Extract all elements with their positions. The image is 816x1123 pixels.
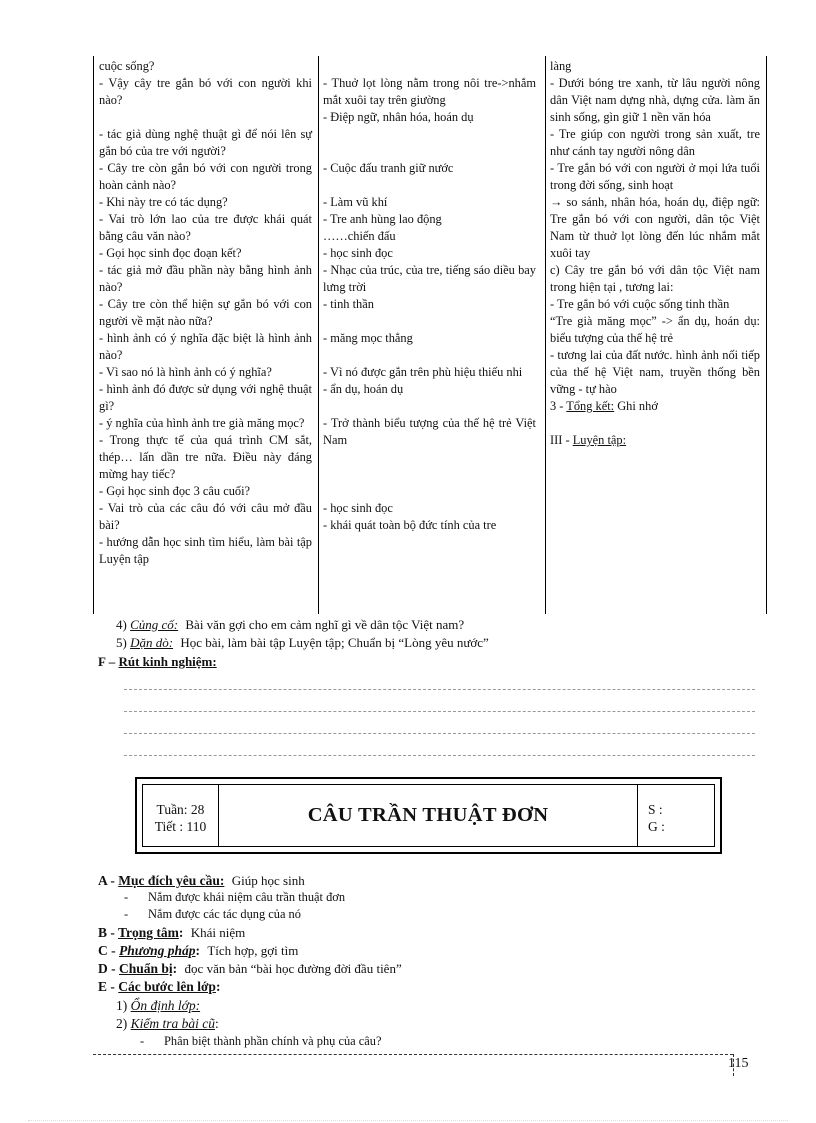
note-item: → so sánh, nhân hóa, hoán dụ, điệp ngữ: Tre gắn bó với con người, dân tộc Việt Nam từ thuở lọt lòng đến lúc nhắm mắt xuôi tay — [550, 195, 760, 260]
answer-item — [323, 177, 536, 194]
question-item: - Vì sao nó là hình ảnh có ý nghĩa? — [99, 365, 272, 379]
rutkinh-heading: F – Rút kinh nghiệm: — [98, 654, 217, 669]
answer-item: - Trở thành biểu tượng của thế hệ trẻ Việt Nam — [323, 416, 536, 447]
lesson-table — [93, 56, 767, 614]
question-item: - tác giả mở đầu phần này bằng hình ảnh nào? — [99, 263, 312, 294]
section-e2-item: - Phân biệt thành phần chính và phụ của câu? — [140, 1034, 382, 1048]
note-item: - Tre gắn bó với cuộc sống tinh thần — [550, 297, 730, 311]
date-fields: S : G : — [648, 802, 665, 834]
answer-item: - Vì nó được gắn trên phù hiệu thiếu nhi — [323, 365, 523, 379]
dotted-line — [124, 733, 755, 734]
table-divider — [318, 56, 319, 614]
answer-item — [323, 449, 536, 500]
list-item: - Nắm được các tác dụng của nó — [124, 907, 301, 921]
practice-label: Luyện tập: — [572, 433, 627, 447]
dotted-line — [124, 689, 755, 690]
notes-column — [550, 58, 760, 449]
question-item: - ý nghĩa của hình ảnh tre già măng mọc? — [99, 416, 305, 430]
cungco-line: 4) Củng cố: Bài văn gợi cho em cảm nghĩ gì về dân tộc Việt nam? — [116, 617, 465, 632]
answer-item: - Điệp ngữ, nhân hóa, hoán dụ — [323, 110, 474, 124]
question-item: - hình ảnh đó được sử dụng với nghệ thuật gì? — [99, 382, 312, 413]
answer-item: - Tre anh hùng lao động — [323, 212, 442, 226]
section-e1: 1) Ổn định lớp: — [116, 998, 201, 1013]
answer-item: - khái quát toàn bộ đức tính của tre — [323, 518, 497, 532]
note-item: làng — [550, 59, 572, 73]
answers-column — [323, 58, 536, 534]
section-e: E - Các bước lên lớp: — [98, 979, 221, 994]
spacer — [550, 415, 760, 432]
question-item: - Vai trò của các câu đó với câu mở đầu bài? — [99, 501, 312, 532]
note-item: - tương lai của đất nước. hình ảnh nối tiếp của thế hệ Việt nam, truyền thống bền vững - tự hào — [550, 348, 760, 396]
answer-item: - tinh thần — [323, 297, 374, 311]
answer-item: - học sinh đọc — [323, 501, 393, 515]
answer-item — [323, 58, 536, 75]
lesson-header-box — [135, 777, 722, 854]
question-item: - Vậy cây tre gắn bó với con người khi nào? — [99, 76, 312, 107]
question-item: - tác giả dùng nghệ thuật gì để nói lên sự gắn bó của tre với người? — [99, 127, 312, 158]
answer-item: - măng mọc thẳng — [323, 331, 413, 345]
section-a: A - Mục đích yêu cầu: Giúp học sinh — [98, 873, 305, 888]
note-item: - Tre gắn bó với con người ở mọi lứa tuổi trong đời sống, sinh hoạt — [550, 161, 760, 192]
footer-rule — [93, 1054, 733, 1055]
question-item: - Gọi học sinh đọc đoạn kết? — [99, 246, 242, 260]
question-item: - Cây tre còn gắn bó với con người trong hoàn cảnh nào? — [99, 161, 312, 192]
answer-item: ……chiến đấu — [323, 229, 396, 243]
note-item: - Tre giúp con người trong sản xuất, tre như cánh tay người nông dân — [550, 127, 760, 158]
week-lesson: Tuần: 28 Tiết : 110 — [154, 802, 207, 834]
answer-item — [323, 347, 536, 364]
question-item: - Trong thực tế của quá trình CM sắt, thép… lấn dần tre nữa. Điều này đáng mừng hay tiếc? — [99, 433, 312, 481]
lesson-title: CÂU TRẦN THUẬT ĐƠN — [307, 804, 549, 826]
question-item: - hình ảnh có ý nghĩa đặc biệt là hình ảnh nào? — [99, 331, 312, 362]
question-item: - Vai trò lớn lao của tre được khái quát bằng câu văn nào? — [99, 212, 312, 243]
answer-item: - học sinh đọc — [323, 246, 393, 260]
question-item: - Cây tre còn thể hiện sự gắn bó với con người về mặt nào nữa? — [99, 297, 312, 328]
cungco-label: Củng cố: — [130, 617, 179, 632]
dando-label: Dặn dò: — [130, 635, 174, 650]
answer-item: - ẩn dụ, hoán dụ — [323, 382, 404, 396]
question-item: - Khi này tre có tác dụng? — [99, 195, 228, 209]
list-item: - Nắm được khái niệm câu trần thuật đơn — [124, 890, 346, 904]
table-divider — [545, 56, 546, 614]
question-item: cuộc sống? — [99, 59, 155, 73]
summary-label: Tổng kết: — [566, 399, 615, 413]
questions-column — [99, 58, 312, 568]
practice-line: III - Luyện tập: — [550, 433, 627, 447]
section-e2: 2) Kiểm tra bài cũ: — [116, 1016, 219, 1031]
answer-item: - Nhạc của trúc, của tre, tiếng sáo diều bay lưng trời — [323, 263, 536, 294]
answer-item: - Làm vũ khí — [323, 195, 388, 209]
dotted-line — [124, 711, 755, 712]
answer-item — [323, 398, 536, 415]
answer-item: - Cuộc đấu tranh giữ nước — [323, 161, 454, 175]
summary-line: 3 - Tổng kết: Ghi nhớ — [550, 399, 658, 413]
note-item: - Dưới bóng tre xanh, từ lâu người nông dân Việt nam dựng nhà, dựng cửa. làm ăn sinh sống, gìn giữ 1 nền văn hóa — [550, 76, 760, 124]
answer-item: - Thuở lọt lòng nằm trong nôi tre->nhắm mắt xuôi tay trên giường — [323, 76, 536, 107]
section-d: D - Chuẩn bị: đọc văn bản “bài học đường đời đầu tiên” — [98, 961, 402, 976]
answer-item — [323, 126, 536, 160]
answer-item — [323, 313, 536, 330]
section-b: B - Trọng tâm: Khái niệm — [98, 925, 246, 940]
dando-line: 5) Dặn dò: Học bài, làm bài tập Luyện tập; Chuẩn bị “Lòng yêu nước” — [116, 635, 489, 650]
question-item: - Gọi học sinh đọc 3 câu cuối? — [99, 484, 251, 498]
question-item: - hướng dẫn học sinh tìm hiểu, làm bài tập Luyện tập — [99, 535, 312, 566]
question-item — [99, 109, 312, 126]
page-edge — [28, 1120, 788, 1121]
section-c: C - Phương pháp: Tích hợp, gợi tìm — [98, 943, 299, 958]
dotted-line — [124, 755, 755, 756]
section-a-list — [124, 889, 345, 923]
note-item: “Tre già măng mọc” -> ẩn dụ, hoán dụ: biểu tượng của thế hệ trẻ — [550, 314, 760, 345]
note-item: c) Cây tre gắn bó với dân tộc Việt nam trong hiện tại , tương lai: — [550, 263, 760, 294]
page-number: 115 — [728, 1056, 749, 1071]
